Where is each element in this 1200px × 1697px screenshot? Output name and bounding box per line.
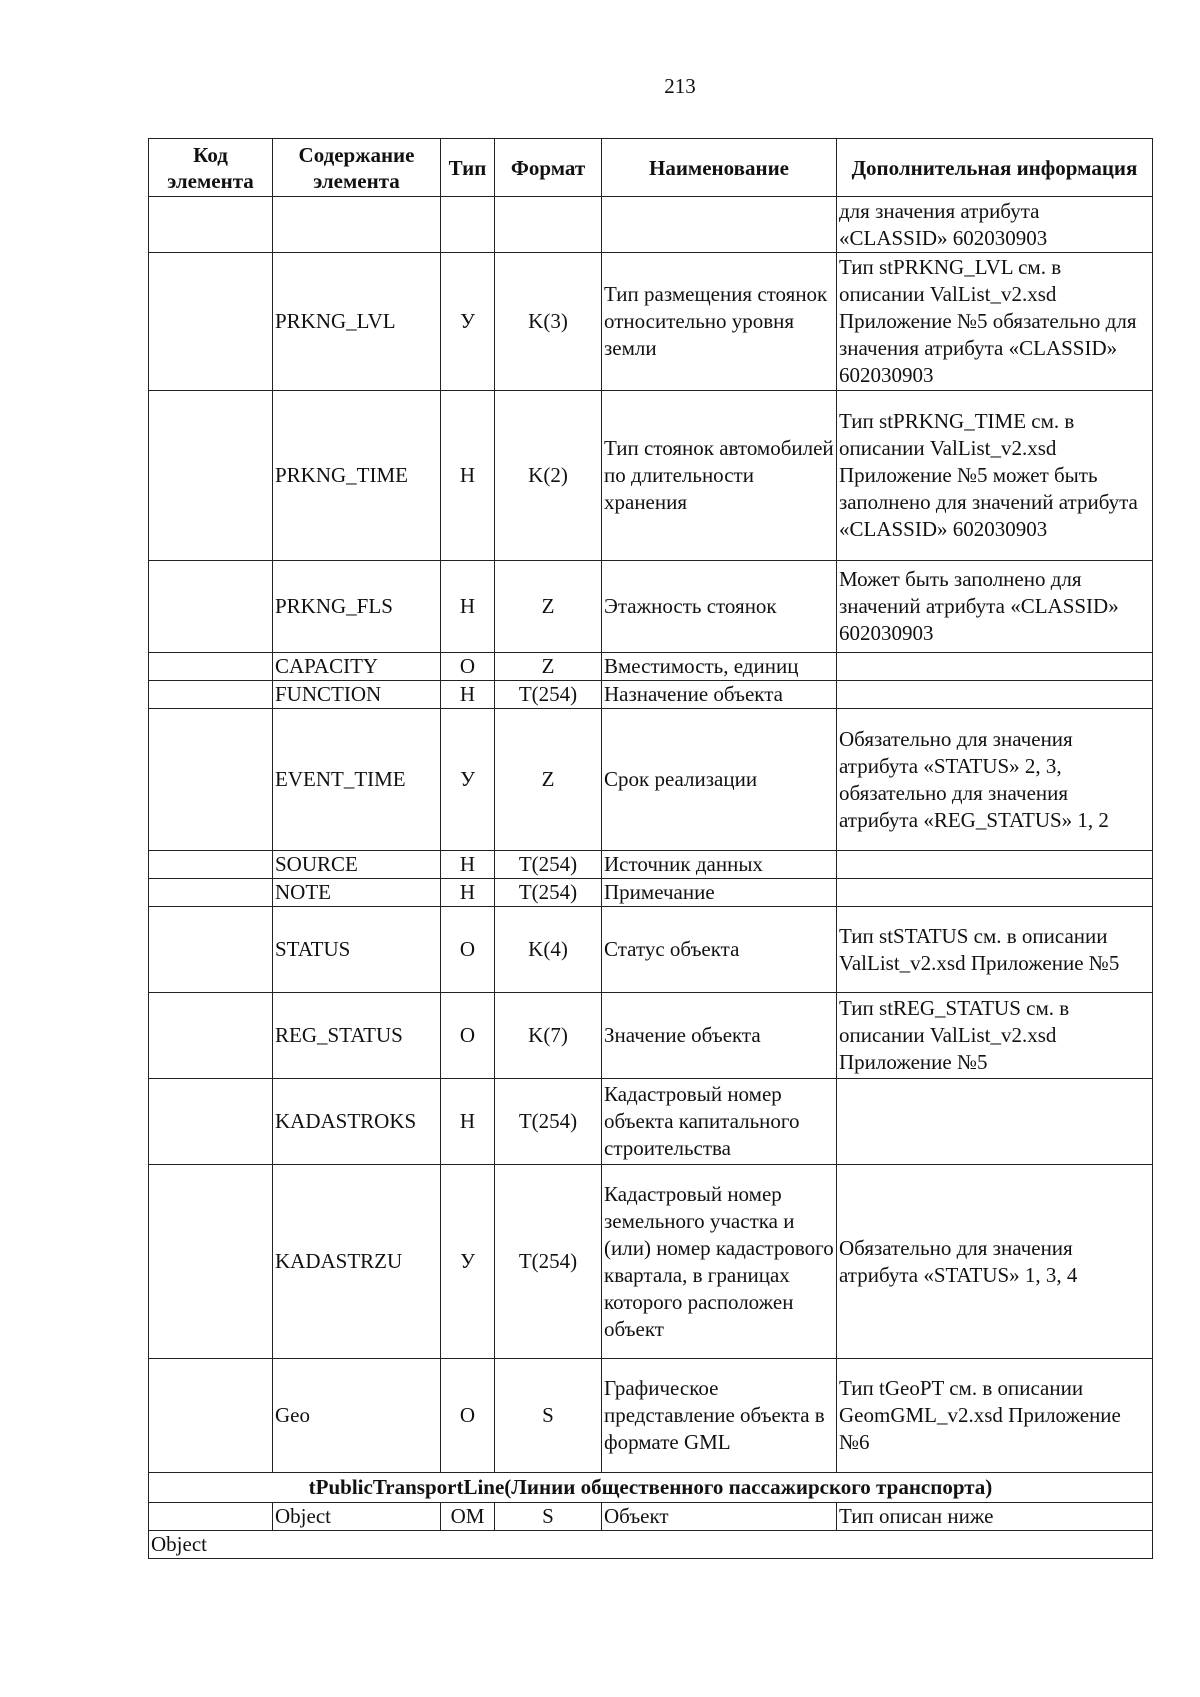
cell-code bbox=[149, 391, 273, 561]
cell-type: Н bbox=[441, 1079, 495, 1165]
cell-format: Z bbox=[495, 653, 602, 681]
cell-title: Тип размещения стоянок относительно уровня земли bbox=[602, 253, 837, 391]
cell-name: CAPACITY bbox=[273, 653, 441, 681]
cell-info bbox=[837, 681, 1153, 709]
table-row bbox=[149, 879, 1153, 907]
cell-info: Может быть заполнено для значений атрибута «CLASSID» 602030903 bbox=[837, 561, 1153, 653]
cell-type: Н bbox=[441, 391, 495, 561]
cell-type: ОМ bbox=[441, 1503, 495, 1531]
table-row bbox=[149, 1359, 1153, 1473]
object-row-label: Object bbox=[149, 1531, 1153, 1559]
cell-title: Срок реализации bbox=[602, 709, 837, 851]
cell-name: SOURCE bbox=[273, 851, 441, 879]
table-row bbox=[149, 653, 1153, 681]
section-title: tPublicTransportLine(Линии общественного пассажирского транспорта) bbox=[149, 1473, 1153, 1503]
cell-title: Графическое представление объекта в формате GML bbox=[602, 1359, 837, 1473]
cell-format: K(7) bbox=[495, 993, 602, 1079]
cell-type: У bbox=[441, 253, 495, 391]
object-row bbox=[149, 1531, 1153, 1559]
cell-code bbox=[149, 197, 273, 253]
cell-code bbox=[149, 993, 273, 1079]
cell-name: PRKNG_FLS bbox=[273, 561, 441, 653]
cell-format: K(2) bbox=[495, 391, 602, 561]
table-row bbox=[149, 993, 1153, 1079]
cell-format bbox=[495, 197, 602, 253]
cell-info: Тип stREG_STATUS см. в описании ValList_v2.xsd Приложение №5 bbox=[837, 993, 1153, 1079]
cell-title: Статус объекта bbox=[602, 907, 837, 993]
cell-info: Тип tGeoPT см. в описании GeomGML_v2.xsd Приложение №6 bbox=[837, 1359, 1153, 1473]
cell-title: Кадастровый номер объекта капитального строительства bbox=[602, 1079, 837, 1165]
cell-type: О bbox=[441, 907, 495, 993]
cell-name: KADASTROKS bbox=[273, 1079, 441, 1165]
table-row bbox=[149, 907, 1153, 993]
cell-info bbox=[837, 653, 1153, 681]
header-title: Наименование bbox=[602, 139, 837, 197]
cell-format: S bbox=[495, 1503, 602, 1531]
cell-code bbox=[149, 681, 273, 709]
cell-type: О bbox=[441, 993, 495, 1079]
cell-name: REG_STATUS bbox=[273, 993, 441, 1079]
cell-name: NOTE bbox=[273, 879, 441, 907]
cell-type: У bbox=[441, 709, 495, 851]
table-row bbox=[149, 709, 1153, 851]
table-row bbox=[149, 681, 1153, 709]
table-body bbox=[149, 197, 1153, 1559]
cell-type: Н bbox=[441, 851, 495, 879]
header-content: Содержание элемента bbox=[273, 139, 441, 197]
cell-format: S bbox=[495, 1359, 602, 1473]
cell-name: EVENT_TIME bbox=[273, 709, 441, 851]
spec-table bbox=[148, 138, 1153, 1559]
cell-code bbox=[149, 653, 273, 681]
cell-type: Н bbox=[441, 879, 495, 907]
cell-info: Обязательно для значения атрибута «STATUS» 1, 3, 4 bbox=[837, 1165, 1153, 1359]
cell-info bbox=[837, 851, 1153, 879]
cell-type: Н bbox=[441, 561, 495, 653]
cell-info: Тип stPRKNG_TIME см. в описании ValList_v2.xsd Приложение №5 может быть заполнено для значений атрибута «CLASSID» 602030903 bbox=[837, 391, 1153, 561]
cell-name bbox=[273, 197, 441, 253]
table-header bbox=[149, 139, 1153, 197]
cell-code bbox=[149, 851, 273, 879]
cell-info bbox=[837, 1079, 1153, 1165]
cell-type: Н bbox=[441, 681, 495, 709]
cell-type: У bbox=[441, 1165, 495, 1359]
cell-title: Источник данных bbox=[602, 851, 837, 879]
section-row bbox=[149, 1473, 1153, 1503]
cell-code bbox=[149, 879, 273, 907]
cell-code bbox=[149, 1165, 273, 1359]
cell-title: Вместимость, единиц bbox=[602, 653, 837, 681]
cell-title: Тип стоянок автомобилей по длительности хранения bbox=[602, 391, 837, 561]
page-number: 213 bbox=[664, 74, 696, 98]
cell-title: Назначение объекта bbox=[602, 681, 837, 709]
cell-info: Тип stSTATUS см. в описании ValList_v2.xsd Приложение №5 bbox=[837, 907, 1153, 993]
cell-code bbox=[149, 709, 273, 851]
cell-title: Кадастровый номер земельного участка и (или) номер кадастрового квартала, в границах которого расположен объект bbox=[602, 1165, 837, 1359]
header-info: Дополнительная информация bbox=[837, 139, 1153, 197]
table-row bbox=[149, 1503, 1153, 1531]
cell-title: Объект bbox=[602, 1503, 837, 1531]
cell-type: О bbox=[441, 653, 495, 681]
cell-title: Этажность стоянок bbox=[602, 561, 837, 653]
table-row bbox=[149, 561, 1153, 653]
table-row bbox=[149, 391, 1153, 561]
cell-info: для значения атрибута «CLASSID» 602030903 bbox=[837, 197, 1153, 253]
cell-format: K(3) bbox=[495, 253, 602, 391]
header-type: Тип bbox=[441, 139, 495, 197]
cell-code bbox=[149, 561, 273, 653]
cell-code bbox=[149, 1503, 273, 1531]
cell-name: STATUS bbox=[273, 907, 441, 993]
cell-code bbox=[149, 253, 273, 391]
header-format: Формат bbox=[495, 139, 602, 197]
cell-name: Object bbox=[273, 1503, 441, 1531]
cell-title: Значение объекта bbox=[602, 993, 837, 1079]
cell-name: Geo bbox=[273, 1359, 441, 1473]
cell-name: FUNCTION bbox=[273, 681, 441, 709]
cell-format: T(254) bbox=[495, 1165, 602, 1359]
cell-info: Тип stPRKNG_LVL см. в описании ValList_v2.xsd Приложение №5 обязательно для значения атрибута «CLASSID» 602030903 bbox=[837, 253, 1153, 391]
cell-name: PRKNG_LVL bbox=[273, 253, 441, 391]
table-row bbox=[149, 1079, 1153, 1165]
cell-code bbox=[149, 1359, 273, 1473]
table-row bbox=[149, 253, 1153, 391]
cell-type bbox=[441, 197, 495, 253]
cell-format: Z bbox=[495, 709, 602, 851]
cell-info: Обязательно для значения атрибута «STATUS» 2, 3, обязательно для значения атрибута «REG_STATUS» 1, 2 bbox=[837, 709, 1153, 851]
cell-info: Тип описан ниже bbox=[837, 1503, 1153, 1531]
cell-name: PRKNG_TIME bbox=[273, 391, 441, 561]
cell-type: О bbox=[441, 1359, 495, 1473]
cell-format: T(254) bbox=[495, 879, 602, 907]
cell-format: T(254) bbox=[495, 1079, 602, 1165]
table-row bbox=[149, 851, 1153, 879]
cell-title bbox=[602, 197, 837, 253]
cell-format: K(4) bbox=[495, 907, 602, 993]
table-row bbox=[149, 1165, 1153, 1359]
table-row bbox=[149, 197, 1153, 253]
cell-format: T(254) bbox=[495, 851, 602, 879]
cell-format: Z bbox=[495, 561, 602, 653]
cell-info bbox=[837, 879, 1153, 907]
cell-format: T(254) bbox=[495, 681, 602, 709]
header-code: Код элемента bbox=[149, 139, 273, 197]
cell-code bbox=[149, 907, 273, 993]
cell-name: KADASTRZU bbox=[273, 1165, 441, 1359]
cell-code bbox=[149, 1079, 273, 1165]
cell-title: Примечание bbox=[602, 879, 837, 907]
